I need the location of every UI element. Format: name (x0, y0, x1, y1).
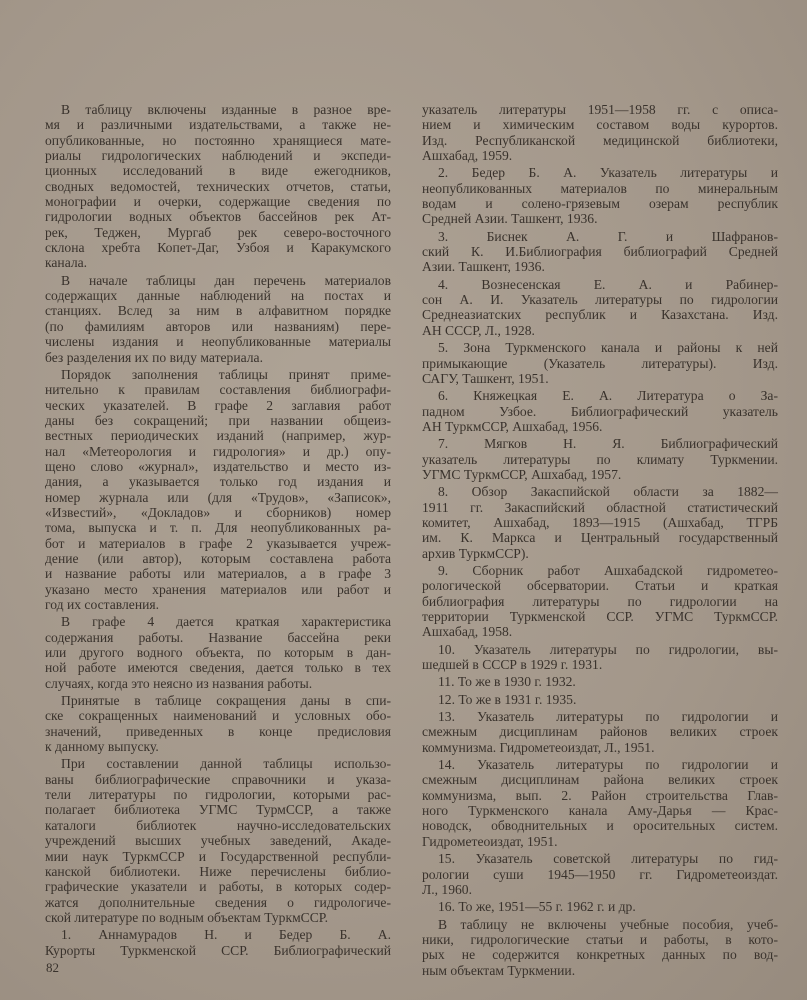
text-line: сон А. И. Указатель литературы по гидрологии (422, 292, 778, 308)
text-line: тели литературы по гидрологии, которыми рас- (45, 787, 391, 803)
text-line: гидрологии водных объектов бассейнов рек Ат- (45, 209, 391, 225)
text-line: УГМС ТуркмССР, Ашхабад, 1957. (422, 466, 622, 482)
text-line: 11. То же в 1930 г. 1932. (438, 674, 576, 690)
text-line: рологической обсерватории. Статьи и краткая (422, 578, 778, 594)
paragraph (422, 899, 778, 914)
text-line: падном Узбое. Библиографический указатель (422, 403, 778, 419)
text-line: дания, а указывается только год издания и (45, 474, 391, 490)
text-line: коммунизма, вып. 2. Район строительства Глав- (422, 787, 778, 803)
paragraph (422, 563, 778, 640)
text-line: (по фамилиям авторов или названиям) пере- (45, 318, 391, 334)
text-line: ной работе имеются сведения, дается только в тех (45, 660, 391, 676)
text-line: канала. (45, 255, 88, 271)
text-line: жатся дополнительные сведения о гидрологиче- (45, 894, 391, 910)
paragraph (422, 340, 778, 386)
text-line: библиография литературы по гидрологии на (422, 593, 778, 609)
text-line: архив ТуркмССР). (422, 545, 529, 561)
text-line: нием и химическим составом воды курортов. (422, 117, 778, 133)
text-line: ваны библиографические справочники и указа- (45, 771, 391, 787)
text-line: комитет, Ашхабад, 1893—1915 (Ашхабад, ТГРБ (422, 514, 778, 530)
paragraph (422, 709, 778, 755)
text-line: 3. Биснек А. Г. и Шафранов- (438, 228, 778, 244)
text-line: год их составления. (45, 597, 160, 612)
text-line: 15. Указатель советской литературы по гид- (438, 851, 778, 867)
text-line: ционных исследований в виде ежегодников, (45, 163, 391, 179)
text-line: тома, выпуска и т. п. Для неопубликованных ра- (45, 520, 391, 536)
text-line: или другого водного объекта, по которым в дан- (45, 645, 391, 661)
text-line: Ашхабад, 1959. (422, 148, 513, 164)
right-column (422, 102, 778, 978)
text-line: мя и различными издательствами, а также не- (45, 117, 391, 133)
text-line: смежным дисциплинам районов великих строек (422, 724, 778, 740)
paragraph (422, 277, 778, 338)
text-line: значений, приведенных в конце предисловия (45, 723, 391, 739)
text-line: 9. Сборник работ Ашхабадской гидрометео- (438, 562, 778, 578)
paragraph (422, 692, 778, 707)
text-line: САГУ, Ташкент, 1951. (422, 370, 549, 386)
text-line: ческих указателей. В графе 2 заглавия работ (45, 397, 391, 413)
text-line: Курорты Туркменской ССР. Библиографический (45, 942, 391, 958)
text-line: станциях. Вслед за ним в алфавитном порядке (45, 303, 391, 319)
text-line: им. К. Маркса и Центральный государственный (422, 530, 778, 546)
text-line: монографии и очерки, содержащие сведения по (45, 194, 391, 210)
page-number: 82 (46, 960, 59, 975)
paragraph (422, 165, 778, 226)
paragraph (422, 642, 778, 673)
text-line: 5. Зона Туркменского канала и районы к ней (438, 340, 778, 356)
text-line: к данному выпуску. (45, 739, 159, 755)
text-line: сводных ведомостей, технических отчетов, статьи, (45, 178, 391, 194)
text-line: 14. Указатель литературы по гидрологии и (438, 757, 778, 773)
text-line: При составлении данной таблицы использо- (61, 756, 391, 772)
text-line: склона хребта Копет-Даг, Узбоя и Каракумского (45, 240, 391, 256)
text-line: мии наук ТуркмССР и Государственной республи- (45, 848, 391, 864)
paragraph (422, 757, 778, 849)
text-line: 13. Указатель литературы по гидрологии и (438, 709, 778, 725)
text-line: Л., 1960. (422, 881, 473, 897)
text-line: дение (или автор), которым составлена работа (45, 550, 391, 566)
text-line: без разделения их по виду материала. (45, 349, 263, 365)
text-line: Изд. Республиканской медицинской библиотеки, (422, 132, 778, 148)
text-line: Принятые в таблице сокращения даны в спи- (61, 693, 391, 709)
text-line: содержащих данные наблюдений на постах и (45, 288, 391, 304)
paragraph (45, 756, 391, 925)
text-line: Средней Азии. Ташкент, 1936. (422, 211, 598, 227)
text-line: Среднеазиатских республик и Казахстана. Изд. (422, 307, 778, 323)
text-line: территории Туркменской ССР. УГМС ТуркмССР. (422, 609, 778, 624)
text-line: указатель литературы по климату Туркмении. (422, 451, 778, 467)
text-line: коммунизма. Гидрометеоиздат, Л., 1951. (422, 739, 655, 755)
text-line: ным объектам Туркмении. (422, 962, 576, 978)
text-line: канской библиотеки. Ниже перечислены библио- (45, 863, 391, 879)
text-line: полагает библиотека УГМС ТурмССР, а также (45, 802, 391, 818)
text-line: В начале таблицы дан перечень материалов (61, 272, 391, 288)
text-line: 6. Княжецкая Е. А. Литература о За- (438, 388, 778, 404)
text-line: 4. Вознесенская Е. А. и Рабинер- (438, 276, 778, 292)
text-line: 12. То же в 1931 г. 1935. (438, 691, 577, 707)
text-line: числены издания и неопубликованные материалы (45, 334, 391, 350)
text-line: водам и солено-грязевым озерам республик (422, 196, 778, 212)
text-line: случаях, когда это неясно из названия работы. (45, 675, 313, 691)
text-line: рологии суши 1945—1950 гг. Гидрометеоиздат. (422, 866, 778, 882)
text-line: каталоги библиотек научно-исследовательских (45, 817, 391, 833)
paragraph (45, 102, 391, 271)
text-line: «Известий», «Докладов» и сборников) номер (45, 504, 391, 520)
paragraph (45, 927, 391, 958)
text-line: смежным дисциплинам района великих строек (422, 772, 778, 788)
text-line: учреждений высших учебных заведений, Акаде- (45, 833, 391, 849)
text-line: нительно к правилам составления библиографи- (45, 382, 391, 398)
text-line: 10. Указатель литературы по гидрологии, вы- (438, 641, 778, 657)
paragraph (422, 102, 778, 163)
text-line: 1911 гг. Закаспийский областной статистический (422, 499, 778, 515)
paragraph (45, 693, 391, 754)
paragraph (422, 851, 778, 897)
paragraph (422, 674, 778, 689)
text-line: бот и материалов в графе 2 указывается учреж- (45, 535, 391, 551)
text-line: графические указатели и работы, в которых содер- (45, 879, 391, 895)
text-line: новодск, обводнительных и оросительных систем. (422, 818, 778, 834)
paragraph (45, 614, 391, 691)
paragraph (422, 436, 778, 482)
paragraph (422, 917, 778, 978)
text-line: 8. Обзор Закаспийской области за 1882— (438, 484, 778, 500)
text-line: В таблицу не включены учебные пособия, учеб- (438, 916, 778, 932)
text-line: ного Туркменского канала Аму-Дарья — Крас- (422, 803, 778, 819)
text-line: ске сокращенных наименований и условных обо- (45, 708, 391, 724)
text-line: Ашхабад, 1958. (422, 624, 513, 640)
text-line: опубликованные, но постоянно хранящиеся мате- (45, 132, 391, 148)
text-line: указатель литературы 1951—1958 гг. с описа- (422, 102, 778, 117)
text-line: АН ТуркмССР, Ашхабад, 1956. (422, 418, 603, 434)
text-line: В графе 4 дается краткая характеристика (61, 614, 391, 630)
text-line: 16. То же, 1951—55 г. 1962 г. и др. (438, 899, 636, 915)
paragraph (422, 484, 778, 561)
text-line: примыкающие (Указатель литературы). Изд. (422, 355, 778, 371)
text-line: 2. Бедер Б. А. Указатель литературы и (438, 165, 778, 181)
text-line: 1. Аннамурадов Н. и Бедер Б. А. (61, 927, 391, 943)
text-line: ский К. И.Библиография библиографий Средней (422, 244, 778, 260)
text-line: номер журнала или (для «Трудов», «Записок», (45, 489, 391, 505)
text-line: и название работы или материалов, а в графе 3 (45, 566, 391, 582)
text-line: шедшей в СССР в 1929 г. 1931. (422, 657, 603, 673)
text-line: Азии. Ташкент, 1936. (422, 259, 545, 275)
text-line: 7. Мягков Н. Я. Библиографический (438, 436, 778, 452)
left-column (45, 102, 391, 958)
text-line: ской литературе по водным объектам ТуркмССР. (45, 909, 329, 925)
text-line: АН СССР, Л., 1928. (422, 322, 535, 338)
text-line: Порядок заполнения таблицы принят приме- (61, 366, 391, 382)
text-line: указано место хранения материалов или работ и (45, 581, 391, 597)
text-line: даны без сокращений; при названии общеиз- (45, 412, 391, 428)
paragraph (45, 367, 391, 613)
text-line: содержания работы. Название бассейна реки (45, 629, 391, 645)
text-line: Гидрометеоиздат, 1951. (422, 833, 558, 849)
paragraph (422, 388, 778, 434)
text-line: рек, Теджен, Мургаб рек северо-восточного (45, 224, 391, 240)
text-line: неопубликованных материалов по минеральным (422, 180, 778, 196)
text-line: ники, гидрологические статьи и работы, в кото- (422, 931, 778, 947)
text-line: рых не содержится конкретных данных по вод- (422, 947, 778, 963)
text-line: вестных периодических изданий (например, жур- (45, 428, 391, 444)
paragraph (422, 229, 778, 275)
paragraph (45, 273, 391, 365)
text-line: В таблицу включены изданные в разное вре- (61, 102, 391, 117)
text-line: щено слово «журнал», издательство и место из- (45, 458, 391, 474)
text-line: риалы гидрологических наблюдений и экспеди- (45, 148, 391, 164)
text-line: нал «Метеорология и гидрология» и др.) опу- (45, 443, 391, 459)
